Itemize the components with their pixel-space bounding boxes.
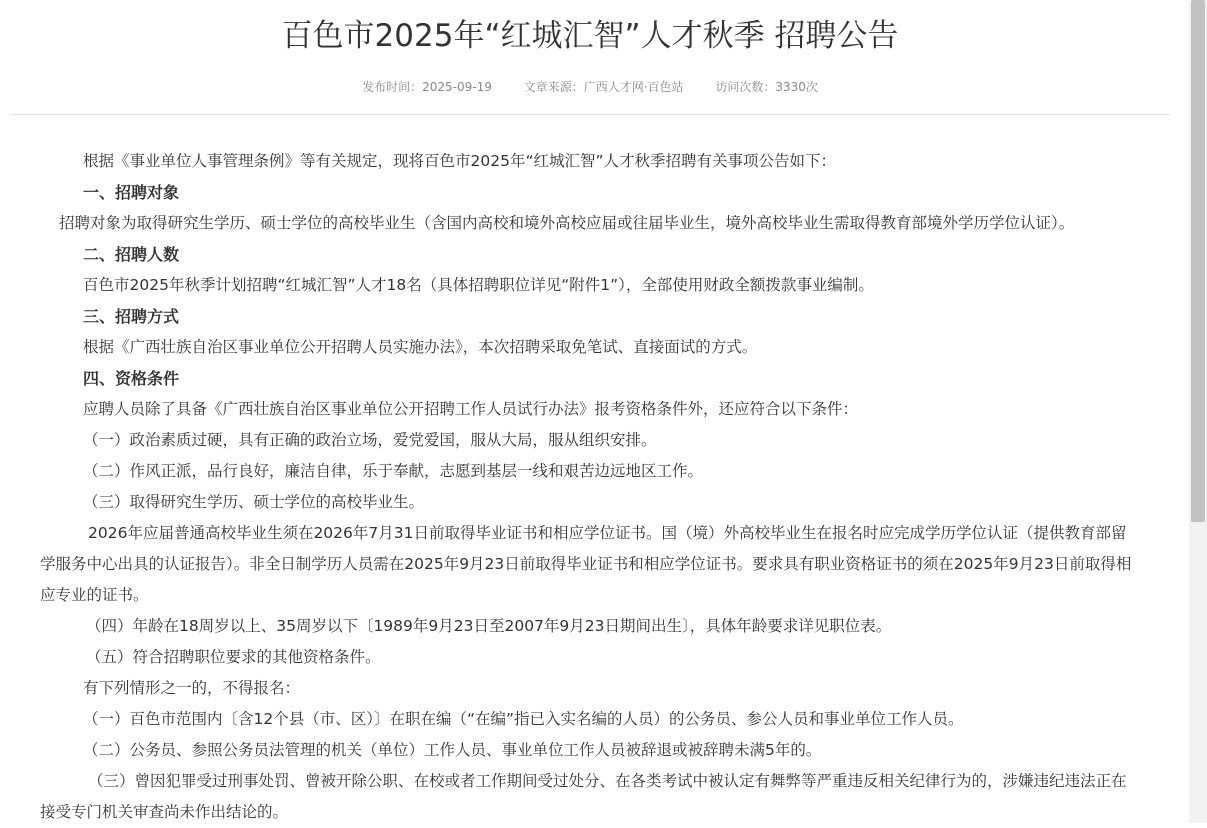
scrollbar-thumb[interactable] — [1191, 0, 1205, 522]
exclusion-item: （三）曾因犯罪受过刑事处罚、曾被开除公职、在校或者工作期间受过处分、在各类考试中被认定有舞弊等严重违反相关纪律行为的，涉嫌违纪违法正在接受专门机关审查尚未作出结论的。 — [40, 772, 1127, 821]
body-paragraph: 招聘对象为取得研究生学历、硕士学位的高校毕业生（含国内高校和境外高校应届或往届毕业生，境外高校毕业生需取得教育部境外学历学位认证）。 — [59, 214, 1075, 232]
article-body — [40, 146, 1140, 828]
body-paragraph: 百色市2025年秋季计划招聘“红城汇智”人才18名（具体招聘职位详见“附件1”），全部使用财政全额拨款事业编制。 — [83, 276, 874, 294]
body-paragraph: 2026年应届普通高校毕业生须在2026年7月31日前取得毕业证书和相应学位证书。国（境）外高校毕业生在报名时应完成学历学位认证（提供教育部留学服务中心出具的认证报告）。非全日制学历人员需在2025年9月23日前取得毕业证书和相应学位证书。要求具有职业资格证书的须在2025年9月23日前取得相应专业的证书。 — [40, 524, 1132, 604]
visit-count: 访问次数：3330次 — [715, 80, 818, 94]
exclusion-item: （一）百色市范围内〔含12个县（市、区）〕在职在编（“在编”指已入实名编的人员）的公务员、参公人员和事业单位工作人员。 — [83, 710, 964, 728]
body-paragraph: 根据《广西壮族自治区事业单位公开招聘人员实施办法》，本次招聘采取免笔试、直接面试的方式。 — [83, 338, 758, 356]
condition-item: （一）政治素质过硬，具有正确的政治立场，爱党爱国，服从大局，服从组织安排。 — [83, 431, 657, 449]
article-meta — [0, 78, 1180, 96]
condition-item: （四）年龄在18周岁以上、35周岁以下〔1989年9月23日至2007年9月23日期间出生〕，具体年龄要求详见职位表。 — [86, 617, 892, 635]
article-title: 百色市2025年“红城汇智”人才秋季 招聘公告 — [281, 18, 899, 54]
body-paragraph: 应聘人员除了具备《广西壮族自治区事业单位公开招聘工作人员试行办法》报考资格条件外，还应符合以下条件： — [83, 400, 859, 418]
section-heading: 四、资格条件 — [83, 369, 180, 388]
section-heading: 二、招聘人数 — [83, 245, 180, 264]
condition-item: （三）取得研究生学历、硕士学位的高校毕业生。 — [83, 493, 425, 511]
title-divider — [10, 114, 1170, 115]
intro-paragraph: 根据《事业单位人事管理条例》等有关规定，现将百色市2025年“红城汇智”人才秋季招聘有关事项公告如下： — [83, 152, 837, 170]
section-heading: 三、招聘方式 — [83, 307, 180, 326]
section-heading: 一、招聘对象 — [83, 183, 180, 202]
condition-item: （二）作风正派，品行良好，廉洁自律，乐于奉献，志愿到基层一线和艰苦边远地区工作。 — [83, 462, 704, 480]
article-source: 文章来源：广西人才网·百色站 — [523, 80, 684, 94]
vertical-scrollbar[interactable] — [1189, 0, 1207, 823]
exclusion-item: （二）公务员、参照公务员法管理的机关（单位）工作人员、事业单位工作人员被辞退或被辞聘未满5年的。 — [83, 741, 822, 759]
publish-time: 发布时间：2025-09-19 — [362, 80, 492, 94]
body-paragraph: 有下列情形之一的，不得报名： — [83, 679, 301, 697]
condition-item: （五）符合招聘职位要求的其他资格条件。 — [86, 648, 381, 666]
